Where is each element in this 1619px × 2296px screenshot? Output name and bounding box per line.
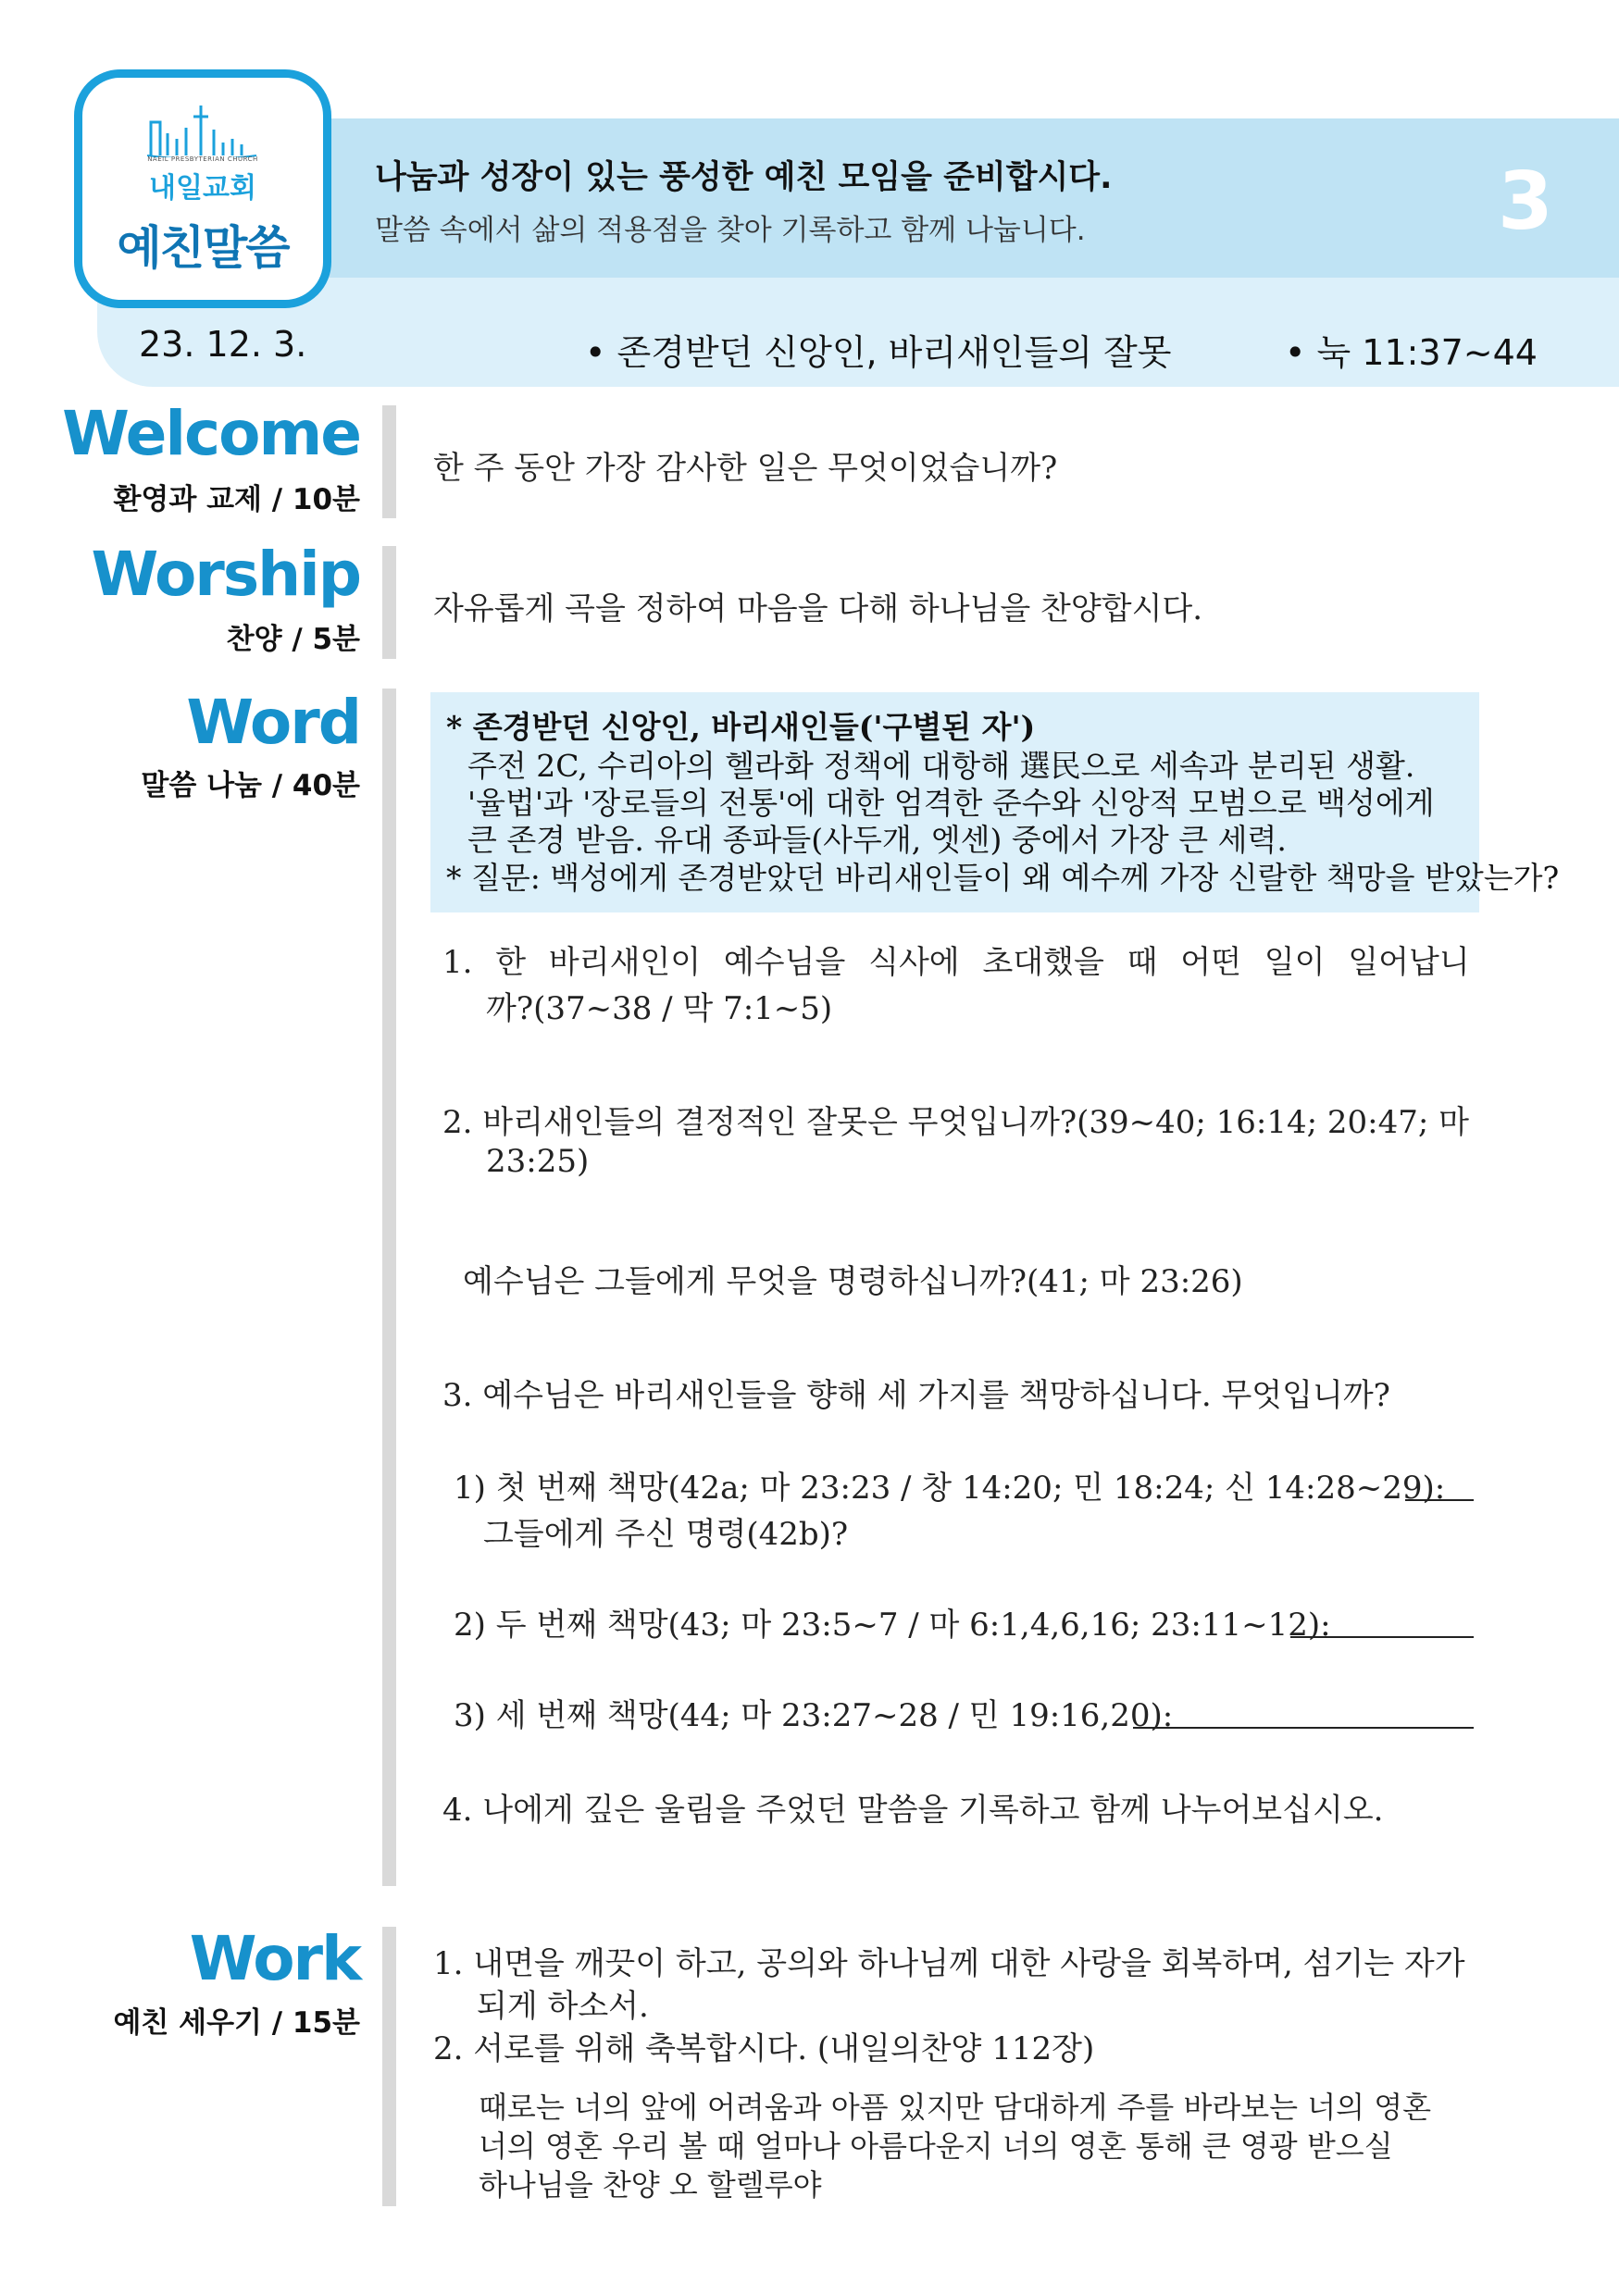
note-line: '율법'과 '장로들의 전통'에 대한 엄격한 준수와 신앙적 모범으로 백성에게: [467, 785, 1435, 821]
answer-line[interactable]: [1290, 1636, 1474, 1638]
question-3-second-rebuke: 2) 두 번째 책망(43; 마 23:5~7 / 마 6:1,4,6,16; 23:11~12):: [454, 1607, 1331, 1644]
worship-divider: [382, 546, 396, 659]
header-band: [319, 118, 1619, 278]
word-subheading: 말씀 나눔 / 40분: [141, 769, 360, 802]
hymn-lyric-line: 너의 영혼 우리 볼 때 얼마나 아름다운지 너의 영혼 통해 큰 영광 받으실: [479, 2128, 1393, 2164]
header-title: 나눔과 성장이 있는 풍성한 예친 모임을 준비합시다.: [375, 159, 1113, 196]
page-number: 3: [1498, 155, 1553, 248]
question-2-sub: 예수님은 그들에게 무엇을 명령하십니까?(41; 마 23:26): [463, 1263, 1243, 1300]
welcome-heading: Welcome: [62, 398, 360, 469]
question-3-command: 그들에게 주신 명령(42b)?: [483, 1516, 849, 1553]
hymn-lyric-line: 하나님을 찬양 오 할렐루야: [479, 2167, 822, 2203]
note-question: * 질문: 백성에게 존경받았던 바리새인들이 왜 예수께 가장 신랄한 책망을 받았는가?: [446, 860, 1560, 896]
work-heading: Work: [189, 1923, 360, 1994]
note-heading: * 존경받던 신앙인, 바리새인들('구별된 자'): [446, 709, 1036, 745]
welcome-question: 한 주 동안 가장 감사한 일은 무엇이었습니까?: [433, 450, 1058, 487]
church-logo: [74, 69, 331, 308]
worship-text: 자유롭게 곡을 정하여 마음을 다해 하나님을 찬양합시다.: [433, 590, 1203, 627]
question-3-third-rebuke: 3) 세 번째 책망(44; 마 23:27~28 / 민 19:16,20):: [454, 1697, 1174, 1734]
scripture-reference: • 눅 11:37~44: [1285, 332, 1538, 373]
welcome-divider: [382, 405, 396, 518]
header-subtitle: 말씀 속에서 삶의 적용점을 찾아 기록하고 함께 나눕니다.: [375, 214, 1086, 247]
hymn-lyric-line: 때로는 너의 앞에 어려움과 아픔 있지만 담대하게 주를 바라보는 너의 영혼: [479, 2090, 1432, 2125]
logo-english-name: NAEIL PRESBYTERIAN CHURCH: [147, 155, 258, 163]
question-4: 4. 나에게 깊은 울림을 주었던 말씀을 기록하고 함께 나누어보십시오.: [442, 1792, 1384, 1829]
worship-subheading: 찬양 / 5분: [226, 623, 360, 656]
sermon-title: • 존경받던 신앙인, 바리새인들의 잘못: [585, 332, 1172, 373]
question-2-ref: 23:25): [486, 1143, 590, 1180]
welcome-subheading: 환영과 교제 / 10분: [113, 483, 360, 516]
work-item-1-cont: 되게 하소서.: [477, 1988, 649, 2025]
work-item-1: 1. 내면을 깨끗이 하고, 공의와 하나님께 대한 사랑을 회복하며, 섬기는 자가: [433, 1945, 1465, 1982]
word-heading: Word: [186, 687, 360, 758]
worship-heading: Worship: [91, 539, 360, 610]
note-line: 큰 존경 받음. 유대 종파들(사두개, 엣센) 중에서 가장 큰 세력.: [467, 822, 1287, 858]
logo-church-name: 내일교회: [149, 172, 256, 205]
skyline-cross-icon: [147, 102, 258, 157]
question-1: 1. 한 바리새인이 예수님을 식사에 초대했을 때 어떤 일이 일어납니: [442, 944, 1470, 981]
work-subheading: 예친 세우기 / 15분: [113, 2006, 360, 2040]
question-2: 2. 바리새인들의 결정적인 잘못은 무엇입니까?(39~40; 16:14; 20:47; 마: [442, 1104, 1469, 1141]
work-item-2: 2. 서로를 위해 축복합시다. (내일의찬양 112장): [433, 2030, 1095, 2067]
question-1-ref: 까?(37~38 / 막 7:1~5): [486, 990, 833, 1027]
logo-title: 예친말씀: [117, 221, 289, 275]
question-3: 3. 예수님은 바리새인들을 향해 세 가지를 책망하십니다. 무엇입니까?: [442, 1377, 1390, 1414]
word-divider: [382, 689, 396, 1886]
note-line: 주전 2C, 수리아의 헬라화 정책에 대항해 選民으로 세속과 분리된 생활.: [467, 748, 1415, 784]
work-divider: [382, 1927, 396, 2206]
answer-line[interactable]: [1405, 1499, 1474, 1501]
question-3-first-rebuke: 1) 첫 번째 책망(42a; 마 23:23 / 창 14:20; 민 18:24; 신 14:28~29):: [454, 1470, 1446, 1507]
answer-line[interactable]: [1133, 1727, 1474, 1729]
date: 23. 12. 3.: [139, 324, 307, 365]
